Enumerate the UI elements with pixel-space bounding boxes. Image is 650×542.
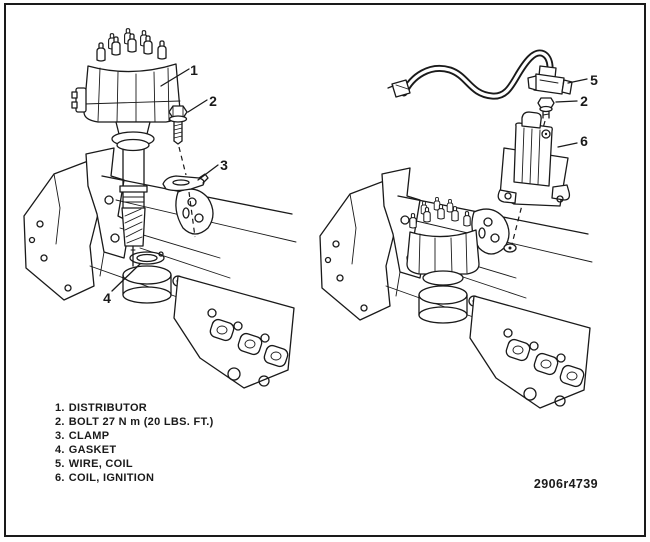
- legend-item-wire-coil: [55, 457, 214, 471]
- legend-item-label: GASKET: [68, 444, 117, 456]
- callout-2-left: [188, 93, 217, 112]
- coil-wire: [388, 53, 550, 97]
- legend-item-bolt: [55, 415, 214, 429]
- legend-item-clamp: [55, 429, 214, 443]
- callout-2-right: [556, 93, 588, 109]
- callout-5: [568, 72, 598, 88]
- legend-item-number: 1.: [55, 402, 65, 414]
- legend-item-number: 5.: [55, 458, 65, 470]
- callout-6: [558, 133, 588, 149]
- left-illustration: [24, 29, 296, 388]
- callout-2-left-label: 2: [209, 93, 217, 109]
- distributor-cap: [72, 29, 180, 151]
- legend-item-label: DISTRIBUTOR: [68, 402, 148, 414]
- ignition-coil: [498, 112, 569, 206]
- figure-reference-number: 2906r4739: [533, 477, 598, 491]
- legend-item-gasket: [55, 443, 214, 457]
- legend-item-distributor: [55, 401, 214, 415]
- legend-item-number: 6.: [55, 472, 65, 484]
- legend-item-label: COIL, IGNITION: [68, 472, 155, 484]
- wire-coil-connector: [528, 66, 572, 94]
- callout-2-right-label: 2: [580, 93, 588, 109]
- legend-item-label: BOLT 27 N m (20 LBS. FT.): [68, 416, 214, 428]
- mounting-bolt-left: [169, 106, 187, 175]
- legend-item-label: WIRE, COIL: [68, 458, 133, 470]
- legend-item-coil-ignition: [55, 471, 214, 485]
- callout-5-label: 5: [590, 72, 598, 88]
- callout-3-label: 3: [220, 157, 228, 173]
- right-illustration: [320, 53, 598, 408]
- callout-6-label: 6: [580, 133, 588, 149]
- callout-3: [198, 157, 228, 180]
- legend-item-number: 4.: [55, 444, 65, 456]
- callout-4-label: 4: [103, 290, 111, 306]
- distributor-gasket: [130, 252, 164, 264]
- legend-item-number: 2.: [55, 416, 65, 428]
- legend-item-number: 3.: [55, 430, 65, 442]
- callout-1-label: 1: [190, 62, 198, 78]
- engine-block-left: [24, 148, 296, 388]
- parts-legend: [55, 401, 214, 485]
- legend-item-label: CLAMP: [68, 430, 110, 442]
